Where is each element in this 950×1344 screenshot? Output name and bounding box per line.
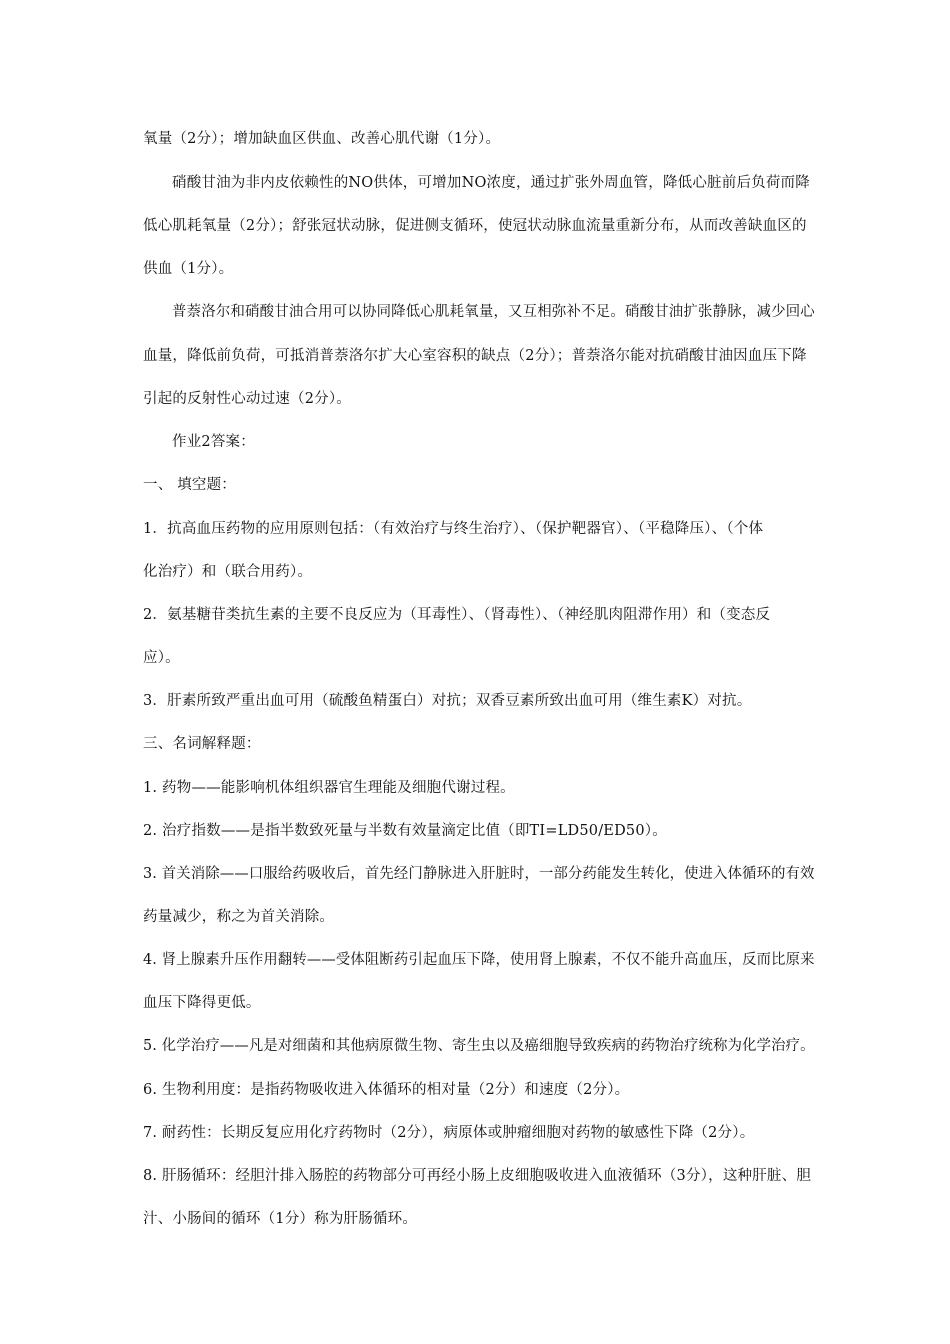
definition-item: 6. 生物利用度：是指药物吸收进入体循环的相对量（2分）和速度（2分）。 <box>143 1082 630 1098</box>
definition-item: 4. 肾上腺素升压作用翻转——受体阻断药引起血压下降，使用肾上腺素，不仅不能升高血压，反而比原来 <box>143 952 815 968</box>
text-line: 引起的反射性心动过速（2分）。 <box>143 391 351 407</box>
definition-item: 3. 首关消除——口服给药吸收后，首先经门静脉进入肝脏时，一部分药能发生转化，使进入体循环的有效 <box>143 866 815 882</box>
text-line: 血量，降低前负荷，可抵消普萘洛尔扩大心室容积的缺点（2分）；普萘洛尔能对抗硝酸甘油因血压下降 <box>143 348 807 364</box>
text-line: 供血（1分）。 <box>143 261 234 277</box>
text-line: 应）。 <box>143 650 180 666</box>
section-heading-homework-2: 作业2答案： <box>172 434 255 450</box>
question-item: 2．氨基糖苷类抗生素的主要不良反应为（耳毒性）、（肾毒性）、（神经肌肉阻滞作用）和（变态反 <box>143 607 771 623</box>
paragraph-nitroglycerin-start: 硝酸甘油为非内皮依赖性的NO供体，可增加NO浓度，通过扩张外周血管，降低心脏前后负荷而降 <box>172 175 810 191</box>
definition-item: 5. 化学治疗——凡是对细菌和其他病原微生物、寄生虫以及癌细胞导致疾病的药物治疗统称为化学治疗。 <box>143 1038 815 1054</box>
text-line: 汁、小肠间的循环（1分）称为肝肠循环。 <box>143 1211 418 1227</box>
text-line: 药量减少，称之为首关消除。 <box>143 909 335 925</box>
question-item: 3．肝素所致严重出血可用（硫酸鱼精蛋白）对抗；双香豆素所致出血可用（维生素K）对抗。 <box>143 693 752 709</box>
text-line: 化治疗）和（联合用药）。 <box>143 564 313 580</box>
definition-item: 8. 肝肠循环：经胆汁排入肠腔的药物部分可再经小肠上皮细胞吸收进入血液循环（3分），这种肝脏、胆 <box>143 1168 812 1184</box>
paragraph-propranolol-start: 普萘洛尔和硝酸甘油合用可以协同降低心肌耗氧量，又互相弥补不足。硝酸甘油扩张静脉，减少回心 <box>172 304 815 320</box>
definition-item: 1. 药物——能影响机体组织器官生理能及细胞代谢过程。 <box>143 780 515 796</box>
question-item: 1．抗高血压药物的应用原则包括：（有效治疗与终生治疗）、（保护靶器官）、（平稳降压）、（个体 <box>143 521 764 537</box>
text-line: 氧量（2分）；增加缺血区供血、改善心肌代谢（1分）。 <box>143 131 501 147</box>
text-line: 低心肌耗氧量（2分）；舒张冠状动脉，促进侧支循环，使冠状动脉血流量重新分布，从而改善缺血区的 <box>143 218 807 234</box>
definition-item: 7. 耐药性：长期反复应用化疗药物时（2分），病原体或肿瘤细胞对药物的敏感性下降（2分）。 <box>143 1125 755 1141</box>
section-heading-fill-blank: 一、 填空题： <box>143 477 237 493</box>
text-line: 血压下降得更低。 <box>143 995 261 1011</box>
section-heading-definitions: 三、名词解释题： <box>143 736 261 752</box>
definition-item: 2. 治疗指数——是指半数致死量与半数有效量滴定比值（即TI=LD50/ED50）。 <box>143 823 667 839</box>
